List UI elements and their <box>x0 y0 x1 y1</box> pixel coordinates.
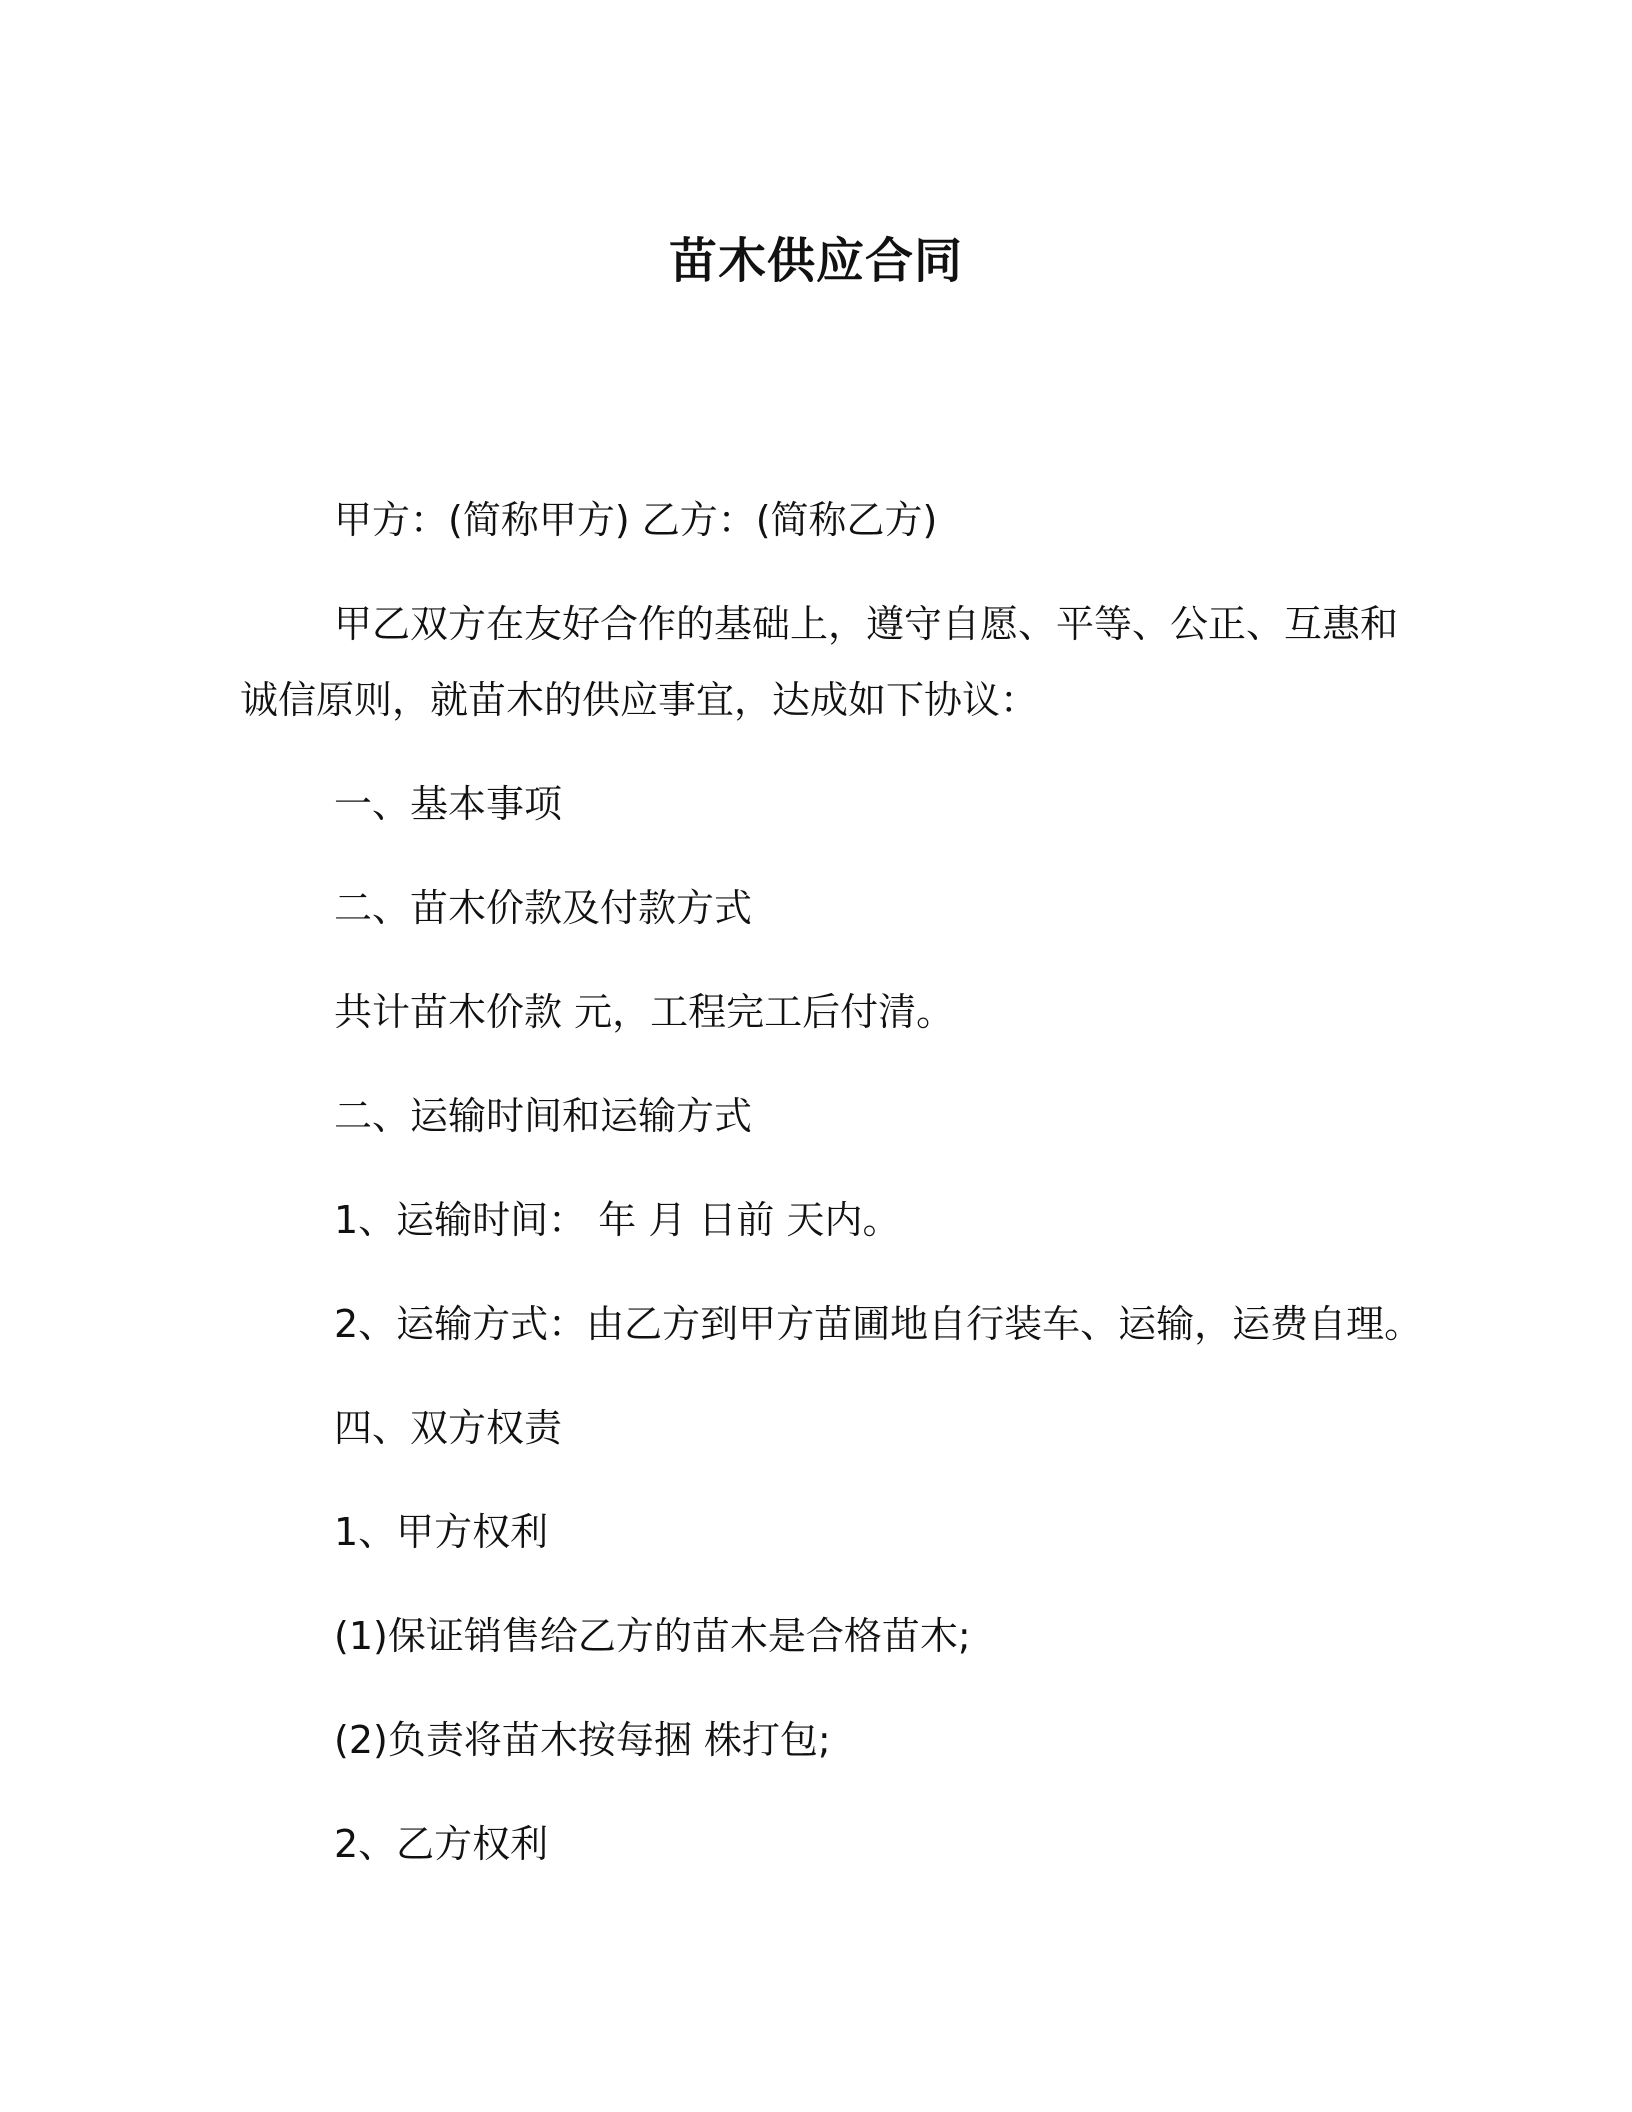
section-2-body: 共计苗木价款 元，工程完工后付清。 <box>334 990 955 1034</box>
party-a-rights-heading: 1、甲方权利 <box>334 1510 549 1554</box>
section-3-item-2: 2、运输方式：由乙方到甲方苗圃地自行装车、运输，运费自理。 <box>334 1302 1423 1346</box>
intro-paragraph-line-1: 甲乙双方在友好合作的基础上，遵守自愿、平等、公正、互惠和 <box>334 602 1399 646</box>
section-1-heading: 一、基本事项 <box>334 782 563 826</box>
document-title: 苗木供应合同 <box>668 233 963 289</box>
section-4-heading: 四、双方权责 <box>334 1406 563 1450</box>
section-2-heading: 二、苗木价款及付款方式 <box>334 886 753 930</box>
party-a-right-2: (2)负责将苗木按每捆 株打包; <box>334 1718 831 1762</box>
party-a-right-1: (1)保证销售给乙方的苗木是合格苗木; <box>334 1614 971 1658</box>
intro-paragraph-line-2: 诚信原则，就苗木的供应事宜，达成如下协议： <box>240 678 1039 722</box>
section-3-item-1: 1、运输时间： 年 月 日前 天内。 <box>334 1198 901 1242</box>
parties-line: 甲方：(简称甲方) 乙方：(简称乙方) <box>334 498 938 542</box>
section-3-heading: 二、运输时间和运输方式 <box>334 1094 753 1138</box>
party-b-rights-heading: 2、乙方权利 <box>334 1822 549 1866</box>
